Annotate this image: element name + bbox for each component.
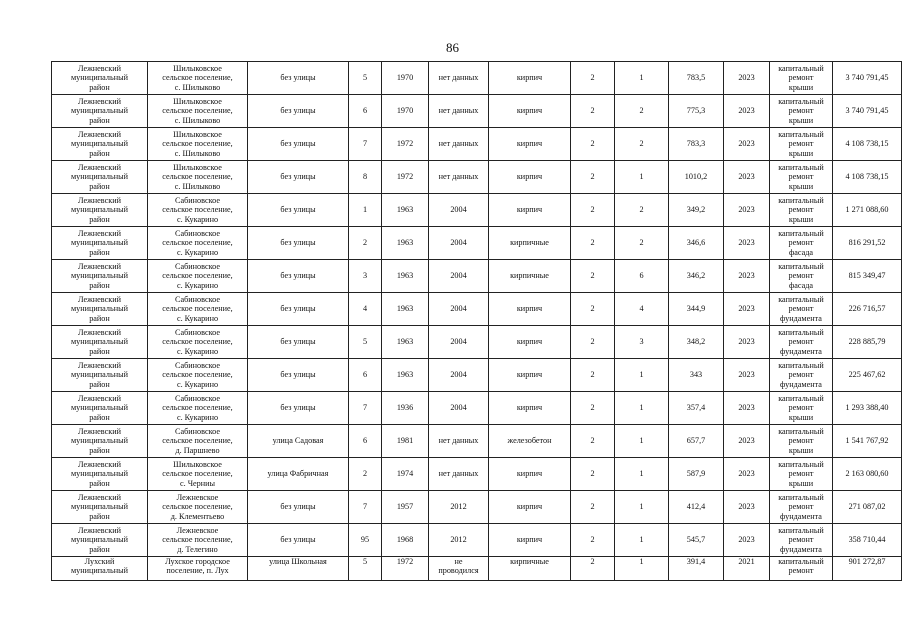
build-year-cell: 1957: [382, 491, 429, 524]
floors-cell: 2: [571, 194, 615, 227]
wall-material-cell: кирпич: [489, 293, 571, 326]
settlement-cell: Сабиновское сельское поселение, д. Паршнево: [148, 425, 248, 458]
cost-cell: 271 087,02: [833, 491, 902, 524]
house-number-cell: 5: [349, 326, 382, 359]
privatization-cell: 2004: [429, 260, 489, 293]
wall-material-cell: кирпич: [489, 161, 571, 194]
privatization-cell: 2004: [429, 392, 489, 425]
house-number-cell: 7: [349, 491, 382, 524]
repair-year-cell: 2023: [724, 194, 770, 227]
entrances-cell: 1: [615, 524, 669, 557]
house-number-cell: 8: [349, 161, 382, 194]
cost-cell: 226 716,57: [833, 293, 902, 326]
build-year-cell: 1936: [382, 392, 429, 425]
table-row: [52, 326, 902, 359]
house-number-cell: 3: [349, 260, 382, 293]
table-row: [52, 425, 902, 458]
settlement-cell: Шилыковское сельское поселение, с. Шилыково: [148, 95, 248, 128]
privatization-cell: 2012: [429, 491, 489, 524]
settlement-cell: Лухское городское поселение, п. Лух: [148, 557, 248, 581]
settlement-cell: Сабиновское сельское поселение, с. Кукарино: [148, 392, 248, 425]
wall-material-cell: кирпич: [489, 458, 571, 491]
wall-material-cell: кирпич: [489, 62, 571, 95]
table-row: [52, 524, 902, 557]
repair-year-cell: 2023: [724, 359, 770, 392]
floors-cell: 2: [571, 491, 615, 524]
street-cell: без улицы: [248, 359, 349, 392]
area-cell: 391,4: [669, 557, 724, 581]
repair-year-cell: 2023: [724, 458, 770, 491]
work-type-cell: капитальный ремонт фундамента: [770, 491, 833, 524]
privatization-cell: 2012: [429, 524, 489, 557]
settlement-cell: Сабиновское сельское поселение, с. Кукарино: [148, 194, 248, 227]
settlement-cell: Шилыковское сельское поселение, с. Черниы: [148, 458, 248, 491]
floors-cell: 2: [571, 392, 615, 425]
entrances-cell: 4: [615, 293, 669, 326]
table-row: [52, 194, 902, 227]
cost-cell: 358 710,44: [833, 524, 902, 557]
wall-material-cell: кирпич: [489, 194, 571, 227]
settlement-cell: Сабиновское сельское поселение, с. Кукарино: [148, 359, 248, 392]
build-year-cell: 1963: [382, 359, 429, 392]
table-row: [52, 161, 902, 194]
cost-cell: 815 349,47: [833, 260, 902, 293]
repair-year-cell: 2023: [724, 326, 770, 359]
privatization-cell: 2004: [429, 194, 489, 227]
repair-year-cell: 2021: [724, 557, 770, 581]
repair-year-cell: 2023: [724, 491, 770, 524]
work-type-cell: капитальный ремонт крыши: [770, 458, 833, 491]
floors-cell: 2: [571, 260, 615, 293]
wall-material-cell: железобетон: [489, 425, 571, 458]
entrances-cell: 1: [615, 62, 669, 95]
area-cell: 348,2: [669, 326, 724, 359]
entrances-cell: 2: [615, 194, 669, 227]
district-cell: Лежневский муниципальный район: [52, 62, 148, 95]
work-type-cell: капитальный ремонт крыши: [770, 62, 833, 95]
entrances-cell: 2: [615, 128, 669, 161]
street-cell: улица Фабричная: [248, 458, 349, 491]
floors-cell: 2: [571, 557, 615, 581]
district-cell: Лежневский муниципальный район: [52, 458, 148, 491]
table-row: [52, 62, 902, 95]
work-type-cell: капитальный ремонт крыши: [770, 128, 833, 161]
street-cell: без улицы: [248, 62, 349, 95]
settlement-cell: Сабиновское сельское поселение, с. Кукарино: [148, 293, 248, 326]
cost-cell: 2 163 080,60: [833, 458, 902, 491]
entrances-cell: 2: [615, 95, 669, 128]
table-row: [52, 458, 902, 491]
area-cell: 349,2: [669, 194, 724, 227]
area-cell: 357,4: [669, 392, 724, 425]
district-cell: Лежневский муниципальный район: [52, 425, 148, 458]
privatization-cell: нет данных: [429, 425, 489, 458]
wall-material-cell: кирпич: [489, 491, 571, 524]
area-cell: 412,4: [669, 491, 724, 524]
floors-cell: 2: [571, 128, 615, 161]
district-cell: Лежневский муниципальный район: [52, 326, 148, 359]
work-type-cell: капитальный ремонт: [770, 557, 833, 581]
work-type-cell: капитальный ремонт фундамента: [770, 524, 833, 557]
entrances-cell: 1: [615, 458, 669, 491]
privatization-cell: нет данных: [429, 161, 489, 194]
settlement-cell: Шилыковское сельское поселение, с. Шилыково: [148, 62, 248, 95]
district-cell: Лежневский муниципальный район: [52, 260, 148, 293]
build-year-cell: 1972: [382, 161, 429, 194]
floors-cell: 2: [571, 524, 615, 557]
area-cell: 775,3: [669, 95, 724, 128]
entrances-cell: 3: [615, 326, 669, 359]
build-year-cell: 1970: [382, 95, 429, 128]
work-type-cell: капитальный ремонт фундамента: [770, 359, 833, 392]
privatization-cell: нет данных: [429, 128, 489, 161]
settlement-cell: Лежневское сельское поселение, д. Клементьево: [148, 491, 248, 524]
repair-year-cell: 2023: [724, 95, 770, 128]
street-cell: без улицы: [248, 491, 349, 524]
repair-year-cell: 2023: [724, 425, 770, 458]
floors-cell: 2: [571, 293, 615, 326]
settlement-cell: Сабиновское сельское поселение, с. Кукарино: [148, 227, 248, 260]
house-number-cell: 5: [349, 62, 382, 95]
house-number-cell: 7: [349, 128, 382, 161]
settlement-cell: Лежневское сельское поселение, д. Телегино: [148, 524, 248, 557]
build-year-cell: 1963: [382, 260, 429, 293]
repair-year-cell: 2023: [724, 161, 770, 194]
district-cell: Лежневский муниципальный район: [52, 128, 148, 161]
house-number-cell: 95: [349, 524, 382, 557]
house-number-cell: 6: [349, 425, 382, 458]
privatization-cell: нет данных: [429, 62, 489, 95]
table-row: [52, 128, 902, 161]
floors-cell: 2: [571, 326, 615, 359]
area-cell: 587,9: [669, 458, 724, 491]
work-type-cell: капитальный ремонт крыши: [770, 95, 833, 128]
entrances-cell: 1: [615, 392, 669, 425]
entrances-cell: 1: [615, 557, 669, 581]
table-row: [52, 557, 902, 581]
privatization-cell: нет данных: [429, 458, 489, 491]
cost-cell: 901 272,87: [833, 557, 902, 581]
district-cell: Лежневский муниципальный район: [52, 227, 148, 260]
area-cell: 783,5: [669, 62, 724, 95]
table-row: [52, 293, 902, 326]
build-year-cell: 1963: [382, 227, 429, 260]
district-cell: Лежневский муниципальный район: [52, 161, 148, 194]
work-type-cell: капитальный ремонт крыши: [770, 425, 833, 458]
cost-cell: 4 108 738,15: [833, 128, 902, 161]
area-cell: 783,3: [669, 128, 724, 161]
district-cell: Лежневский муниципальный район: [52, 491, 148, 524]
street-cell: без улицы: [248, 326, 349, 359]
district-cell: Лухский муниципальный: [52, 557, 148, 581]
work-type-cell: капитальный ремонт крыши: [770, 161, 833, 194]
cost-cell: 3 740 791,45: [833, 62, 902, 95]
privatization-cell: нет данных: [429, 95, 489, 128]
settlement-cell: Шилыковское сельское поселение, с. Шилыково: [148, 161, 248, 194]
cost-cell: 1 271 088,60: [833, 194, 902, 227]
street-cell: без улицы: [248, 293, 349, 326]
build-year-cell: 1970: [382, 62, 429, 95]
work-type-cell: капитальный ремонт фасада: [770, 260, 833, 293]
page-number: 86: [446, 40, 459, 55]
wall-material-cell: кирпич: [489, 359, 571, 392]
wall-material-cell: кирпич: [489, 326, 571, 359]
build-year-cell: 1972: [382, 557, 429, 581]
house-number-cell: 4: [349, 293, 382, 326]
repair-year-cell: 2023: [724, 293, 770, 326]
wall-material-cell: кирпич: [489, 392, 571, 425]
street-cell: без улицы: [248, 260, 349, 293]
repair-year-cell: 2023: [724, 260, 770, 293]
privatization-cell: не проводился: [429, 557, 489, 581]
privatization-cell: 2004: [429, 359, 489, 392]
cost-cell: 228 885,79: [833, 326, 902, 359]
work-type-cell: капитальный ремонт крыши: [770, 194, 833, 227]
street-cell: без улицы: [248, 95, 349, 128]
entrances-cell: 1: [615, 425, 669, 458]
cost-cell: 816 291,52: [833, 227, 902, 260]
table-row: [52, 227, 902, 260]
entrances-cell: 6: [615, 260, 669, 293]
wall-material-cell: кирпичные: [489, 260, 571, 293]
street-cell: улица Школьная: [248, 557, 349, 581]
floors-cell: 2: [571, 227, 615, 260]
area-cell: 343: [669, 359, 724, 392]
floors-cell: 2: [571, 359, 615, 392]
repair-year-cell: 2023: [724, 392, 770, 425]
street-cell: без улицы: [248, 227, 349, 260]
housing-repair-table: [51, 61, 902, 581]
cost-cell: 1 293 388,40: [833, 392, 902, 425]
cost-cell: 3 740 791,45: [833, 95, 902, 128]
entrances-cell: 1: [615, 161, 669, 194]
table-row: [52, 95, 902, 128]
build-year-cell: 1974: [382, 458, 429, 491]
repair-year-cell: 2023: [724, 524, 770, 557]
area-cell: 657,7: [669, 425, 724, 458]
floors-cell: 2: [571, 62, 615, 95]
work-type-cell: капитальный ремонт фундамента: [770, 326, 833, 359]
district-cell: Лежневский муниципальный район: [52, 392, 148, 425]
settlement-cell: Шилыковское сельское поселение, с. Шилыково: [148, 128, 248, 161]
work-type-cell: капитальный ремонт крыши: [770, 392, 833, 425]
house-number-cell: 6: [349, 95, 382, 128]
house-number-cell: 6: [349, 359, 382, 392]
build-year-cell: 1963: [382, 194, 429, 227]
floors-cell: 2: [571, 95, 615, 128]
table-row: [52, 491, 902, 524]
build-year-cell: 1972: [382, 128, 429, 161]
wall-material-cell: кирпич: [489, 128, 571, 161]
work-type-cell: капитальный ремонт фасада: [770, 227, 833, 260]
area-cell: 545,7: [669, 524, 724, 557]
settlement-cell: Сабиновское сельское поселение, с. Кукарино: [148, 326, 248, 359]
repair-year-cell: 2023: [724, 227, 770, 260]
floors-cell: 2: [571, 161, 615, 194]
table-row: [52, 359, 902, 392]
entrances-cell: 1: [615, 491, 669, 524]
district-cell: Лежневский муниципальный район: [52, 524, 148, 557]
floors-cell: 2: [571, 425, 615, 458]
cost-cell: 4 108 738,15: [833, 161, 902, 194]
build-year-cell: 1963: [382, 293, 429, 326]
build-year-cell: 1963: [382, 326, 429, 359]
street-cell: без улицы: [248, 161, 349, 194]
entrances-cell: 2: [615, 227, 669, 260]
cost-cell: 225 467,62: [833, 359, 902, 392]
build-year-cell: 1968: [382, 524, 429, 557]
entrances-cell: 1: [615, 359, 669, 392]
repair-year-cell: 2023: [724, 128, 770, 161]
street-cell: без улицы: [248, 392, 349, 425]
wall-material-cell: кирпич: [489, 95, 571, 128]
wall-material-cell: кирпичные: [489, 227, 571, 260]
street-cell: без улицы: [248, 524, 349, 557]
privatization-cell: 2004: [429, 227, 489, 260]
wall-material-cell: кирпичные: [489, 557, 571, 581]
street-cell: улица Садовая: [248, 425, 349, 458]
area-cell: 346,6: [669, 227, 724, 260]
table-row: [52, 260, 902, 293]
area-cell: 344,9: [669, 293, 724, 326]
district-cell: Лежневский муниципальный район: [52, 359, 148, 392]
street-cell: без улицы: [248, 128, 349, 161]
work-type-cell: капитальный ремонт фундамента: [770, 293, 833, 326]
settlement-cell: Сабиновское сельское поселение, с. Кукарино: [148, 260, 248, 293]
area-cell: 1010,2: [669, 161, 724, 194]
house-number-cell: 1: [349, 194, 382, 227]
privatization-cell: 2004: [429, 326, 489, 359]
build-year-cell: 1981: [382, 425, 429, 458]
privatization-cell: 2004: [429, 293, 489, 326]
district-cell: Лежневский муниципальный район: [52, 95, 148, 128]
cost-cell: 1 541 767,92: [833, 425, 902, 458]
floors-cell: 2: [571, 458, 615, 491]
repair-year-cell: 2023: [724, 62, 770, 95]
house-number-cell: 7: [349, 392, 382, 425]
house-number-cell: 5: [349, 557, 382, 581]
table-row: [52, 392, 902, 425]
area-cell: 346,2: [669, 260, 724, 293]
wall-material-cell: кирпич: [489, 524, 571, 557]
district-cell: Лежневский муниципальный район: [52, 194, 148, 227]
house-number-cell: 2: [349, 458, 382, 491]
house-number-cell: 2: [349, 227, 382, 260]
district-cell: Лежневский муниципальный район: [52, 293, 148, 326]
street-cell: без улицы: [248, 194, 349, 227]
